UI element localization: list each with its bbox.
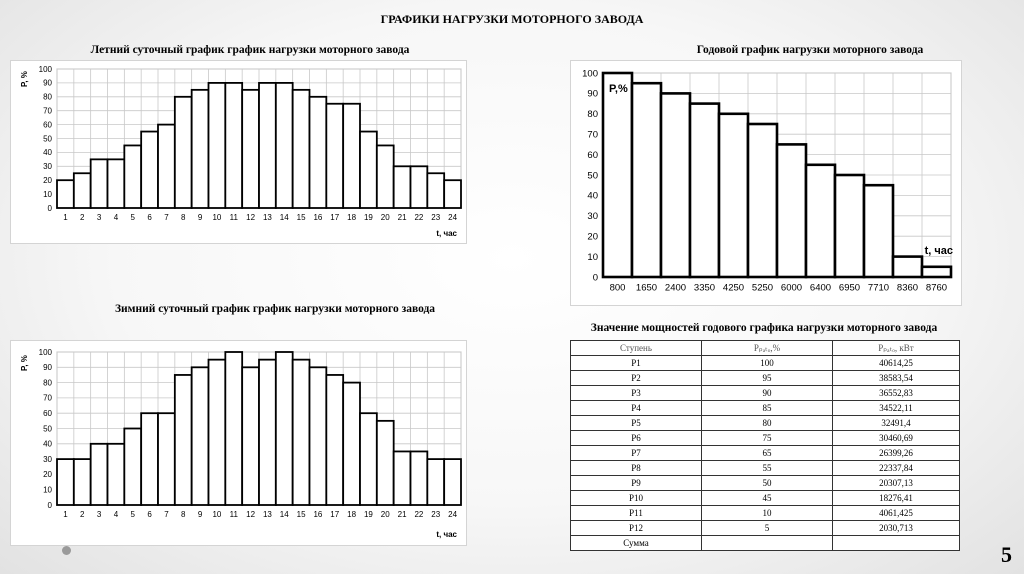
x-tick-label: 14 [279, 510, 289, 519]
x-tick-label: 6000 [780, 282, 803, 294]
bar [91, 159, 108, 208]
cell-kw: 26399,26 [833, 446, 960, 461]
bar [360, 413, 377, 505]
x-tick-label: 21 [397, 213, 407, 222]
cell-step: P10 [571, 491, 702, 506]
bar [690, 104, 719, 277]
y-axis-label: P, % [20, 355, 29, 371]
cell-percent: 75 [702, 431, 833, 446]
x-tick-label: 1 [63, 213, 68, 222]
cell-step: P3 [571, 386, 702, 401]
x-tick-label: 18 [347, 213, 357, 222]
bar [124, 429, 141, 506]
x-tick-label: 8760 [925, 282, 948, 294]
bar [411, 166, 428, 208]
bar [444, 180, 461, 208]
bar [893, 257, 922, 277]
annual-chart-title: Годовой график нагрузки моторного завода [696, 44, 924, 56]
bar [57, 459, 74, 505]
table-row [571, 461, 960, 476]
x-tick-label: 7 [164, 213, 169, 222]
cell-step: P1 [571, 356, 702, 371]
x-tick-label: 9 [197, 510, 203, 519]
summer-chart-panel [10, 60, 467, 244]
x-tick-label: 10 [212, 510, 222, 519]
y-tick-label: 40 [43, 148, 52, 158]
y-tick-label: 0 [592, 272, 598, 284]
bar [108, 444, 125, 505]
y-tick-label: 20 [587, 231, 598, 243]
cell-percent: 45 [702, 491, 833, 506]
table-header-row [571, 341, 960, 356]
bar [175, 375, 192, 505]
cell-kw: 20307,13 [833, 476, 960, 491]
bar [57, 180, 74, 208]
x-tick-label: 20 [380, 510, 390, 519]
cell-step: P2 [571, 371, 702, 386]
y-tick-label: 40 [43, 439, 52, 449]
x-tick-label: 13 [262, 510, 272, 519]
bar [91, 444, 108, 505]
x-tick-label: 3 [96, 510, 102, 519]
x-tick-label: 15 [296, 510, 306, 519]
bar [225, 352, 242, 505]
bar [108, 159, 125, 208]
table-row [571, 356, 960, 371]
y-axis-label: P,% [609, 83, 628, 95]
y-tick-label: 50 [587, 170, 598, 182]
x-tick-label: 5 [130, 510, 135, 519]
table-row [571, 416, 960, 431]
cell-kw: 4061,425 [833, 506, 960, 521]
bar [377, 145, 394, 208]
x-tick-label: 24 [448, 510, 458, 519]
bar [806, 165, 835, 277]
table-row [571, 536, 960, 551]
bar [411, 451, 428, 505]
bar [310, 97, 327, 208]
bar [360, 132, 377, 208]
bar [225, 83, 242, 208]
bar [427, 173, 444, 208]
x-axis-label: t, час [436, 530, 457, 539]
cell-kw: 18276,41 [833, 491, 960, 506]
x-tick-label: 15 [296, 213, 306, 222]
cell-percent: 80 [702, 416, 833, 431]
cell-step: P7 [571, 446, 702, 461]
page-title: ГРАФИКИ НАГРУЗКИ МОТОРНОГО ЗАВОДА [380, 12, 644, 26]
cell-kw: 38583,54 [833, 371, 960, 386]
y-tick-label: 70 [43, 393, 52, 403]
bar [719, 114, 748, 277]
y-tick-label: 30 [587, 211, 598, 223]
x-tick-label: 7710 [867, 282, 890, 294]
y-tick-label: 80 [587, 109, 598, 121]
x-tick-label: 11 [229, 213, 238, 222]
x-tick-label: 6 [147, 213, 152, 222]
y-tick-label: 20 [43, 470, 52, 480]
y-tick-label: 80 [43, 378, 52, 388]
bar [124, 145, 141, 208]
cell-kw: 2030,713 [833, 521, 960, 536]
cell-kw [833, 536, 960, 551]
bar [259, 83, 276, 208]
col-header-kw: Pₚₐₜₒ, кВт [833, 341, 960, 356]
y-tick-label: 90 [587, 88, 598, 100]
bar [158, 125, 175, 208]
bar [444, 459, 461, 505]
cell-percent: 65 [702, 446, 833, 461]
cell-step: P9 [571, 476, 702, 491]
y-tick-label: 100 [582, 68, 598, 80]
bar [343, 104, 360, 208]
cell-step: P11 [571, 506, 702, 521]
winter-chart-title: Зимний суточный график график нагрузки моторного завода [114, 303, 436, 315]
cell-percent: 55 [702, 461, 833, 476]
cell-kw: 22337,84 [833, 461, 960, 476]
bar [242, 90, 259, 208]
cell-kw: 40614,25 [833, 356, 960, 371]
table-row [571, 491, 960, 506]
cell-step: P4 [571, 401, 702, 416]
x-tick-label: 4 [113, 510, 119, 519]
y-tick-label: 50 [43, 134, 52, 144]
table-title: Значение мощностей годового графика нагрузки моторного завода [590, 322, 938, 334]
y-tick-label: 0 [47, 500, 52, 510]
cell-kw: 30460,69 [833, 431, 960, 446]
bar [74, 459, 91, 505]
bar [276, 352, 293, 505]
bar [777, 144, 806, 277]
y-tick-label: 70 [43, 106, 52, 116]
x-tick-label: 18 [347, 510, 357, 519]
annual-chart-panel [570, 60, 962, 306]
cell-step: P12 [571, 521, 702, 536]
table-row [571, 521, 960, 536]
slide-dot [62, 546, 71, 555]
y-tick-label: 90 [43, 78, 52, 88]
bar [209, 83, 226, 208]
bar [394, 451, 411, 505]
bar [835, 175, 864, 277]
x-tick-label: 23 [431, 213, 441, 222]
bar [175, 97, 192, 208]
bar [293, 360, 310, 505]
y-tick-label: 10 [43, 485, 52, 495]
bar [310, 367, 327, 505]
x-tick-label: 5 [130, 213, 135, 222]
cell-step: P5 [571, 416, 702, 431]
winter-chart-panel [10, 340, 467, 546]
winter-chart [11, 341, 466, 545]
summer-chart [11, 61, 466, 243]
bar [293, 90, 310, 208]
y-tick-label: 60 [587, 149, 598, 161]
cell-percent: 95 [702, 371, 833, 386]
bar [748, 124, 777, 277]
bar [276, 83, 293, 208]
x-tick-label: 2 [80, 510, 85, 519]
bar [864, 185, 893, 277]
bar [74, 173, 91, 208]
cell-percent: 85 [702, 401, 833, 416]
x-tick-label: 16 [313, 213, 323, 222]
x-tick-label: 8360 [896, 282, 919, 294]
bar [603, 73, 632, 277]
cell-percent: 90 [702, 386, 833, 401]
bar [343, 383, 360, 505]
bar [192, 367, 209, 505]
x-tick-label: 800 [609, 282, 626, 294]
x-tick-label: 21 [397, 510, 407, 519]
cell-kw: 34522,11 [833, 401, 960, 416]
bar [192, 90, 209, 208]
cell-percent: 100 [702, 356, 833, 371]
bar [242, 367, 259, 505]
x-tick-label: 20 [380, 213, 390, 222]
y-tick-label: 0 [47, 203, 52, 213]
cell-percent: 5 [702, 521, 833, 536]
x-tick-label: 11 [229, 510, 238, 519]
x-tick-label: 2400 [664, 282, 687, 294]
bar [377, 421, 394, 505]
x-tick-label: 14 [279, 213, 289, 222]
x-tick-label: 4 [113, 213, 119, 222]
x-tick-label: 4250 [722, 282, 745, 294]
y-tick-label: 60 [43, 409, 52, 418]
x-tick-label: 5250 [751, 282, 774, 294]
cell-percent [702, 536, 833, 551]
bar [141, 413, 158, 505]
x-tick-label: 22 [414, 213, 424, 222]
col-header-step: Ступень [571, 341, 702, 356]
x-tick-label: 19 [363, 510, 373, 519]
y-tick-label: 60 [43, 120, 52, 130]
bar [141, 132, 158, 208]
power-table [570, 340, 960, 551]
cell-step: P8 [571, 461, 702, 476]
cell-kw: 36552,83 [833, 386, 960, 401]
x-tick-label: 12 [246, 213, 256, 222]
bar [158, 413, 175, 505]
x-tick-label: 3350 [693, 282, 716, 294]
x-axis-label: t, час [924, 245, 953, 257]
x-tick-label: 8 [181, 213, 186, 222]
x-tick-label: 1 [63, 510, 68, 519]
x-tick-label: 17 [330, 213, 340, 222]
summer-chart-title: Летний суточный график график нагрузки моторного завода [90, 44, 410, 56]
cell-step: P6 [571, 431, 702, 446]
table-row [571, 401, 960, 416]
bar [632, 83, 661, 277]
cell-percent: 50 [702, 476, 833, 491]
y-tick-label: 10 [43, 189, 52, 199]
x-tick-label: 23 [431, 510, 441, 519]
x-tick-label: 6400 [809, 282, 832, 294]
y-tick-label: 80 [43, 92, 52, 102]
table-row [571, 386, 960, 401]
bar [661, 93, 690, 277]
y-tick-label: 100 [38, 347, 52, 357]
x-tick-label: 22 [414, 510, 424, 519]
bar [922, 267, 951, 277]
cell-step: Сумма [571, 536, 702, 551]
table-row [571, 506, 960, 521]
col-header-percent: Pₚₐₜₒ,% [702, 341, 833, 356]
x-tick-label: 17 [330, 510, 340, 519]
y-axis-label: P, % [20, 71, 29, 87]
x-tick-label: 19 [363, 213, 373, 222]
bar [326, 104, 343, 208]
x-axis-label: t, час [436, 229, 457, 238]
page-number: 5 [1001, 542, 1012, 567]
cell-percent: 10 [702, 506, 833, 521]
y-tick-label: 30 [43, 454, 52, 464]
table-row [571, 446, 960, 461]
table-row [571, 431, 960, 446]
y-tick-label: 10 [587, 251, 598, 263]
x-tick-label: 3 [96, 213, 102, 222]
cell-kw: 32491,4 [833, 416, 960, 431]
y-tick-label: 40 [587, 190, 598, 202]
x-tick-label: 10 [212, 213, 222, 222]
annual-chart [571, 61, 961, 305]
x-tick-label: 6 [147, 510, 152, 519]
x-tick-label: 13 [262, 213, 272, 222]
x-tick-label: 9 [197, 213, 203, 222]
bar [427, 459, 444, 505]
bar [209, 360, 226, 505]
x-tick-label: 6950 [838, 282, 861, 294]
table-row [571, 371, 960, 386]
y-tick-label: 100 [38, 64, 52, 74]
x-tick-label: 24 [448, 213, 458, 222]
y-tick-label: 50 [43, 424, 52, 434]
bar [259, 360, 276, 505]
x-tick-label: 2 [80, 213, 85, 222]
x-tick-label: 7 [164, 510, 169, 519]
x-tick-label: 16 [313, 510, 323, 519]
bar [326, 375, 343, 505]
y-tick-label: 30 [43, 162, 52, 172]
x-tick-label: 12 [246, 510, 256, 519]
x-tick-label: 8 [181, 510, 186, 519]
x-tick-label: 1650 [635, 282, 658, 294]
y-tick-label: 70 [587, 129, 598, 141]
y-tick-label: 90 [43, 363, 52, 373]
y-tick-label: 20 [43, 176, 52, 185]
bar [394, 166, 411, 208]
table-row [571, 476, 960, 491]
